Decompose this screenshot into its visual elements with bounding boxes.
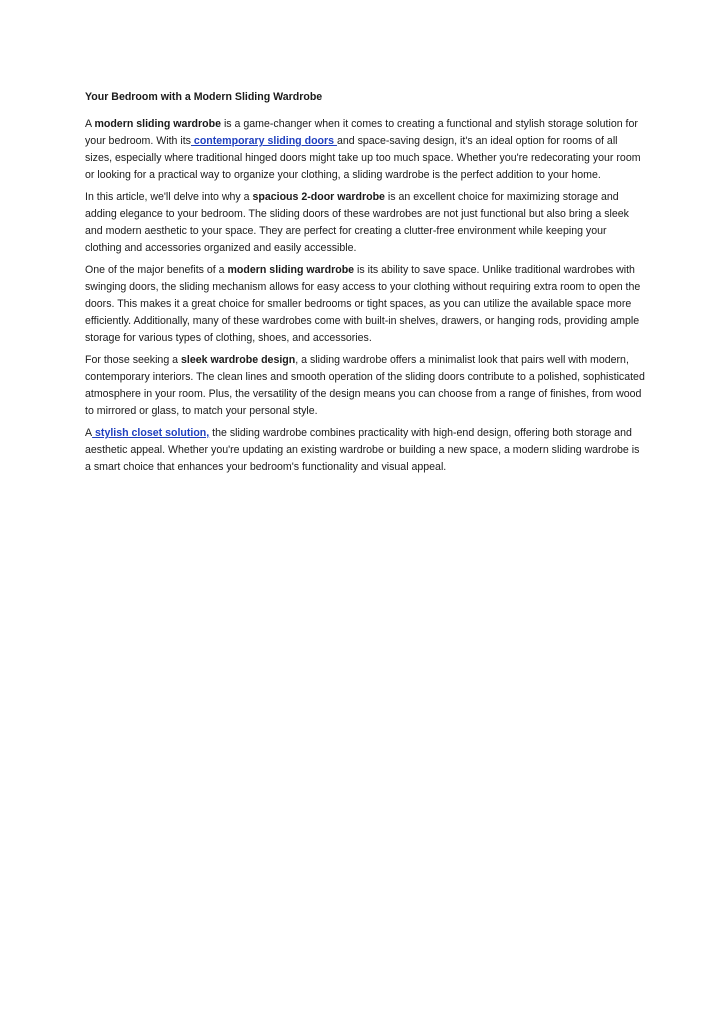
paragraph-text: is a game-changer when it comes to creating a functional and stylish storage solution for your bedroom. With its [85,118,638,147]
paragraph-text: A [85,427,93,439]
bold-phrase: modern sliding wardrobe [94,118,221,130]
paragraph [85,189,645,257]
bold-phrase: sleek wardrobe design [181,354,296,366]
bold-phrase: spacious 2-door wardrobe [252,191,385,203]
paragraph [85,262,645,347]
paragraph-text: One of the major benefits of a [85,264,228,276]
bold-phrase: modern sliding wardrobe [227,264,355,276]
paragraph-text: , a sliding wardrobe offers a minimalist look that pairs well with modern, contemporary interiors. The clean lines and smooth operation of the sliding doors contribute to a polished, sophisticated atmosphere in your room. Plus, the versatility of the design means you can choose from a range of finishes, from wood to mirrored or glass, to match your personal style. [85,354,645,417]
link-contemporary-sliding-doors[interactable]: contemporary sliding doors [190,135,337,147]
paragraph-text: For those seeking a [85,354,181,366]
paragraph-text: A [85,118,95,130]
link-stylish-closet-solution[interactable]: stylish closet solution, [92,427,210,439]
page-title: Your Bedroom with a Modern Sliding Wardrobe [85,91,323,103]
document-body [85,89,645,481]
paragraph-text: the sliding wardrobe combines practicality with high-end design, offering both storage and aesthetic appeal. Whether you're updating an existing wardrobe or building a new space, a modern sliding wardrobe is a smart choice that enhances your bedroom's functionality and visual appeal. [85,427,640,473]
paragraph-text: In this article, we'll delve into why a [85,191,253,203]
paragraph-text: is its ability to save space. Unlike traditional wardrobes with swinging doors, the sliding mechanism allows for easy access to your clothing without requiring extra room to open the doors. This makes it a great choice for smaller bedrooms or tight spaces, as you can utilize the available space more efficiently. Additionally, many of these wardrobes come with built-in shelves, drawers, or hanging rods, providing ample storage for various types of clothing, shoes, and accessories. [85,264,641,344]
paragraph [85,352,645,420]
paragraph [85,425,645,476]
paragraph-text: is an excellent choice for maximizing storage and adding elegance to your bedroom. The sliding doors of these wardrobes are not just functional but also bring a sleek and modern aesthetic to your space. They are perfect for creating a clutter-free environment while keeping your clothing and accessories organized and easily accessible. [85,191,629,254]
paragraph [85,116,645,184]
paragraph-text: and space-saving design, it's an ideal option for rooms of all sizes, especially where traditional hinged doors might take up too much space. Whether you're redecorating your room or looking for a practical way to organize your clothing, a sliding wardrobe is the perfect addition to your home. [85,135,641,181]
